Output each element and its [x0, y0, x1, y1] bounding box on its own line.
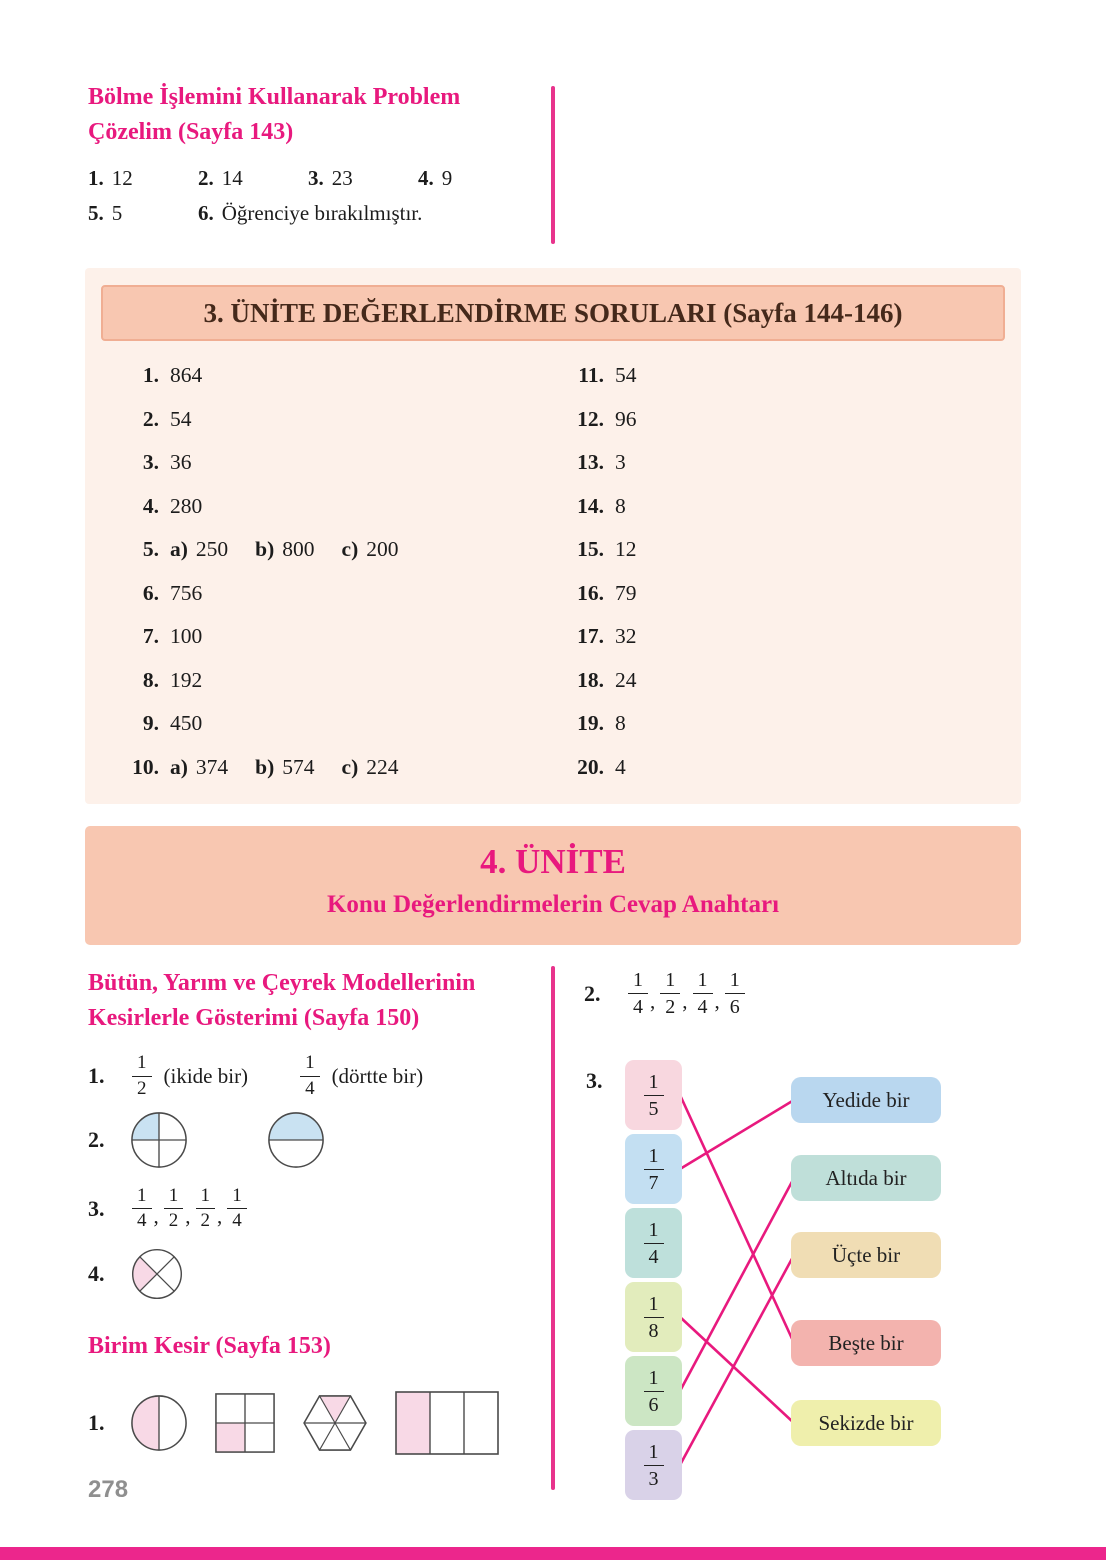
answer-part — [342, 537, 399, 562]
answer-number: 4. — [418, 166, 434, 190]
fraction-numerator: 1 — [132, 1185, 152, 1210]
section-title-line2: Çözelim (Sayfa 143) — [88, 119, 294, 145]
answer-part — [342, 755, 399, 780]
fraction-denominator: 3 — [648, 1467, 659, 1490]
fraction-denominator: 8 — [648, 1319, 659, 1342]
answer-row — [560, 755, 1005, 799]
square-quarter-model — [214, 1392, 276, 1454]
vertical-divider — [551, 86, 555, 244]
fractions-title-line1: Bütün, Yarım ve Çeyrek Modellerinin — [88, 970, 476, 996]
answer-value: Öğrenciye bırakılmıştır. — [221, 201, 423, 225]
answer-value: 23 — [331, 166, 353, 190]
fraction-with-label — [298, 1052, 423, 1101]
circle-diagonal-quarter-model — [130, 1247, 184, 1301]
birim-kesir-title: Birim Kesir (Sayfa 153) — [88, 1333, 331, 1360]
answer-number: 3. — [308, 166, 324, 190]
unit3-header — [101, 285, 1005, 341]
answer-row — [560, 537, 1005, 581]
fraction-numerator: 1 — [693, 968, 713, 994]
fraction-numerator: 1 — [644, 1366, 664, 1392]
comma: , — [714, 989, 720, 1013]
answer-row — [560, 407, 1005, 451]
matching-diagram — [580, 1052, 1040, 1522]
fractions-section-title — [88, 966, 546, 1036]
question-number: 1. — [88, 1063, 105, 1089]
answer-row — [115, 755, 560, 799]
fraction-name-card — [791, 1320, 941, 1366]
fractions-section — [88, 966, 546, 1456]
hexagon-sixth-model — [302, 1394, 368, 1452]
fraction — [644, 1440, 664, 1491]
answer-row — [560, 450, 1005, 494]
circle-x-svg — [130, 1247, 184, 1301]
answer-value: 12 — [615, 537, 637, 561]
rectangle-third-model — [394, 1390, 500, 1456]
answer-number: 5. — [142, 537, 159, 561]
page-edge-bar — [0, 1547, 1106, 1560]
part-label: b) — [255, 754, 275, 779]
unit4-title: 4. ÜNİTE — [480, 842, 626, 881]
fraction — [164, 1185, 184, 1234]
fraction-denominator: 4 — [137, 1210, 147, 1232]
question-number: 3. — [88, 1195, 105, 1221]
part-label: c) — [341, 537, 359, 561]
answer-value: 192 — [170, 667, 203, 692]
fraction-denominator: 2 — [168, 1210, 179, 1232]
fraction-card — [625, 1356, 682, 1426]
fraction-card — [625, 1208, 682, 1278]
part-label: b) — [255, 537, 275, 561]
vertical-divider — [551, 966, 555, 1490]
unit3-left-column — [115, 363, 560, 798]
right-q2-fractions — [626, 968, 747, 1019]
answer-number: 3. — [142, 450, 159, 474]
fraction-denominator: 4 — [305, 1077, 315, 1099]
answer-value: 200 — [366, 537, 399, 561]
answer-part — [255, 755, 314, 780]
answer-value: 96 — [615, 406, 637, 431]
answer-row — [560, 581, 1005, 625]
answer-number: 4. — [142, 493, 159, 518]
answer-value: 5 — [111, 201, 123, 225]
answer-number: 1. — [142, 363, 159, 387]
fraction-card — [625, 1430, 682, 1500]
fractions-title-line2: Kesirlerle Gösterimi (Sayfa 150) — [88, 1005, 420, 1031]
answer-item — [88, 201, 198, 226]
fraction-denominator: 4 — [633, 996, 643, 1018]
answer-row — [560, 494, 1005, 538]
fraction — [644, 1292, 664, 1343]
unit3-header-text: 3. ÜNİTE DEĞERLENDİRME SORULARI (Sayfa 144-146) — [203, 297, 903, 328]
fraction-name: (dörtte bir) — [331, 1063, 424, 1088]
circle-quarter-svg — [130, 1111, 188, 1169]
question-number: 2. — [88, 1126, 105, 1152]
answer-value: 8 — [615, 493, 626, 518]
fraction-name-card — [791, 1400, 941, 1446]
answer-value: 9 — [441, 166, 453, 190]
fraction-numerator: 1 — [628, 968, 648, 994]
question-row-2 — [88, 1111, 546, 1169]
fraction-denominator: 2 — [665, 996, 676, 1018]
square-quarters-svg — [214, 1392, 276, 1454]
hexagon-sixths-svg — [302, 1394, 368, 1452]
answer-number: 2. — [142, 406, 159, 431]
fraction-card — [625, 1134, 682, 1204]
fraction-denominator: 4 — [648, 1245, 659, 1268]
unit3-right-column — [560, 363, 1005, 798]
answer-value: 100 — [170, 624, 203, 648]
answer-value: 8 — [615, 711, 626, 735]
answer-number: 6. — [142, 580, 159, 605]
fraction-denominator: 5 — [648, 1097, 659, 1120]
page-number: 278 — [88, 1476, 129, 1503]
answer-value: 864 — [170, 363, 203, 387]
answer-value: 280 — [170, 493, 203, 518]
answer-row — [115, 363, 560, 407]
fraction-name: (ikide bir) — [163, 1063, 249, 1088]
question-number: 2. — [584, 980, 601, 1006]
fraction-name-card — [791, 1232, 941, 1278]
rectangle-thirds-svg — [394, 1390, 500, 1456]
answer-item — [198, 201, 422, 226]
right-question-2 — [584, 968, 747, 1019]
answer-number: 10. — [132, 754, 159, 779]
comma: , — [217, 1204, 223, 1229]
circle-half-pink-svg — [130, 1394, 188, 1452]
answer-row — [115, 450, 560, 494]
answer-row — [115, 668, 560, 712]
answer-row — [88, 201, 548, 226]
unit3-answers — [85, 341, 1021, 798]
answer-value: 374 — [195, 754, 229, 779]
fraction — [725, 968, 745, 1019]
answer-number: 17. — [577, 624, 604, 648]
answer-row — [560, 363, 1005, 407]
answer-number: 15. — [577, 537, 604, 561]
answer-value: 24 — [615, 667, 637, 692]
fraction — [227, 1185, 247, 1234]
answer-row — [88, 166, 548, 191]
answer-row — [115, 624, 560, 668]
fraction-numerator: 1 — [644, 1292, 664, 1318]
fraction — [300, 1052, 320, 1101]
answer-row — [115, 711, 560, 755]
fraction-card — [625, 1282, 682, 1352]
fraction-denominator: 4 — [232, 1210, 242, 1232]
fraction-numerator: 1 — [300, 1052, 320, 1077]
section-bolme-problem — [88, 80, 548, 236]
answer-value: 250 — [195, 537, 229, 561]
question-row-3 — [88, 1185, 546, 1234]
question-number: 4. — [88, 1261, 105, 1287]
answer-row — [115, 494, 560, 538]
question-row-1 — [88, 1052, 546, 1101]
fraction-numerator: 1 — [132, 1052, 152, 1077]
answer-row — [115, 407, 560, 451]
fraction — [644, 1218, 664, 1269]
fraction-with-label — [130, 1052, 248, 1101]
answer-value: 3 — [615, 450, 626, 474]
connection-line — [680, 1317, 794, 1423]
fraction-denominator: 6 — [729, 996, 740, 1018]
answer-number: 11. — [578, 363, 604, 387]
answer-number: 12. — [577, 406, 604, 431]
fraction — [196, 1185, 216, 1234]
answer-number: 20. — [577, 754, 604, 779]
comma: , — [682, 989, 688, 1013]
part-label: c) — [341, 754, 359, 779]
fraction-numerator: 1 — [644, 1440, 664, 1466]
answer-number: 7. — [142, 624, 159, 648]
question-row-4 — [88, 1247, 546, 1301]
answer-value: 450 — [170, 711, 203, 735]
circle-half-svg — [267, 1111, 325, 1169]
connection-line — [680, 1095, 794, 1343]
fraction — [644, 1070, 664, 1121]
fraction-numerator: 1 — [725, 968, 745, 994]
circle-half-pink-model — [130, 1394, 188, 1452]
answer-row — [560, 624, 1005, 668]
fraction-card — [625, 1060, 682, 1130]
fraction-numerator: 1 — [164, 1185, 184, 1210]
fraction-name-card — [791, 1077, 941, 1123]
fraction-name-label: Yedide bir — [822, 1087, 910, 1112]
fraction-name-card — [791, 1155, 941, 1201]
answer-row — [560, 711, 1005, 755]
fraction-numerator: 1 — [660, 968, 680, 994]
answer-value: 574 — [282, 754, 315, 779]
answer-row — [560, 668, 1005, 712]
fraction-denominator: 6 — [648, 1393, 659, 1416]
part-label: a) — [170, 754, 188, 779]
question-number: 1. — [88, 1410, 105, 1436]
answer-value: 14 — [221, 166, 243, 190]
answer-number: 6. — [198, 201, 214, 225]
fraction-denominator: 4 — [697, 996, 708, 1018]
question-number: 3. — [586, 1068, 603, 1093]
answer-value: 54 — [615, 363, 637, 387]
fraction-numerator: 1 — [644, 1218, 664, 1244]
top-answers — [88, 166, 548, 226]
fraction-denominator: 2 — [200, 1210, 210, 1232]
fraction — [628, 968, 648, 1019]
section-title — [88, 80, 548, 150]
comma: , — [185, 1204, 191, 1229]
answer-row — [115, 537, 560, 581]
fraction-numerator: 1 — [227, 1185, 247, 1210]
answer-part — [170, 537, 228, 562]
answer-number: 19. — [577, 711, 604, 735]
fraction-denominator: 7 — [648, 1171, 659, 1194]
answer-number: 9. — [142, 711, 159, 735]
answer-part — [255, 537, 314, 562]
fraction — [693, 968, 713, 1019]
answer-part — [170, 755, 228, 780]
answer-number: 2. — [198, 166, 214, 190]
answer-value: 4 — [615, 754, 626, 779]
unit4-banner — [85, 826, 1021, 945]
answer-value: 54 — [170, 406, 192, 431]
answer-number: 13. — [577, 450, 604, 474]
comma: , — [650, 989, 656, 1013]
answer-value: 756 — [170, 580, 203, 605]
part-label: a) — [170, 537, 188, 561]
comma: , — [153, 1204, 159, 1229]
fraction — [644, 1144, 664, 1195]
answer-value: 32 — [615, 624, 637, 648]
answer-value: 800 — [282, 537, 315, 561]
answer-item — [418, 166, 528, 191]
q1-items — [130, 1052, 423, 1101]
fraction-numerator: 1 — [196, 1185, 216, 1210]
fraction-name-label: Üçte bir — [831, 1242, 901, 1267]
answer-row — [115, 581, 560, 625]
fraction — [132, 1052, 152, 1101]
answer-number: 5. — [88, 201, 104, 225]
section-title-line1: Bölme İşlemini Kullanarak Problem — [88, 84, 461, 110]
fraction-denominator: 2 — [137, 1077, 147, 1099]
answer-item — [198, 166, 308, 191]
fraction-name-label: Beşte bir — [828, 1330, 904, 1355]
answer-number: 1. — [88, 166, 104, 190]
fraction — [132, 1185, 152, 1234]
fraction — [644, 1366, 664, 1417]
answer-value: 12 — [111, 166, 133, 190]
answer-item — [308, 166, 418, 191]
answer-value: 79 — [615, 580, 637, 605]
fraction-numerator: 1 — [644, 1144, 664, 1170]
fraction — [660, 968, 680, 1019]
answer-number: 16. — [577, 580, 604, 605]
fraction-name-label: Sekizde bir — [818, 1410, 914, 1435]
fraction-numerator: 1 — [644, 1070, 664, 1096]
fraction-name-label: Altıda bir — [825, 1165, 907, 1190]
answer-value: 36 — [170, 450, 192, 474]
q3-fractions — [130, 1185, 249, 1234]
circle-half-model — [267, 1111, 325, 1169]
circle-quarter-model — [130, 1111, 188, 1169]
answer-number: 18. — [577, 667, 604, 692]
unit3-evaluation-box — [85, 268, 1021, 804]
answer-value: 224 — [366, 754, 399, 779]
answer-item — [88, 166, 198, 191]
answer-number: 14. — [577, 493, 604, 518]
birim-question-row-1 — [88, 1390, 546, 1456]
answer-number: 8. — [142, 667, 159, 692]
unit4-subtitle: Konu Değerlendirmelerin Cevap Anahtarı — [326, 891, 780, 918]
